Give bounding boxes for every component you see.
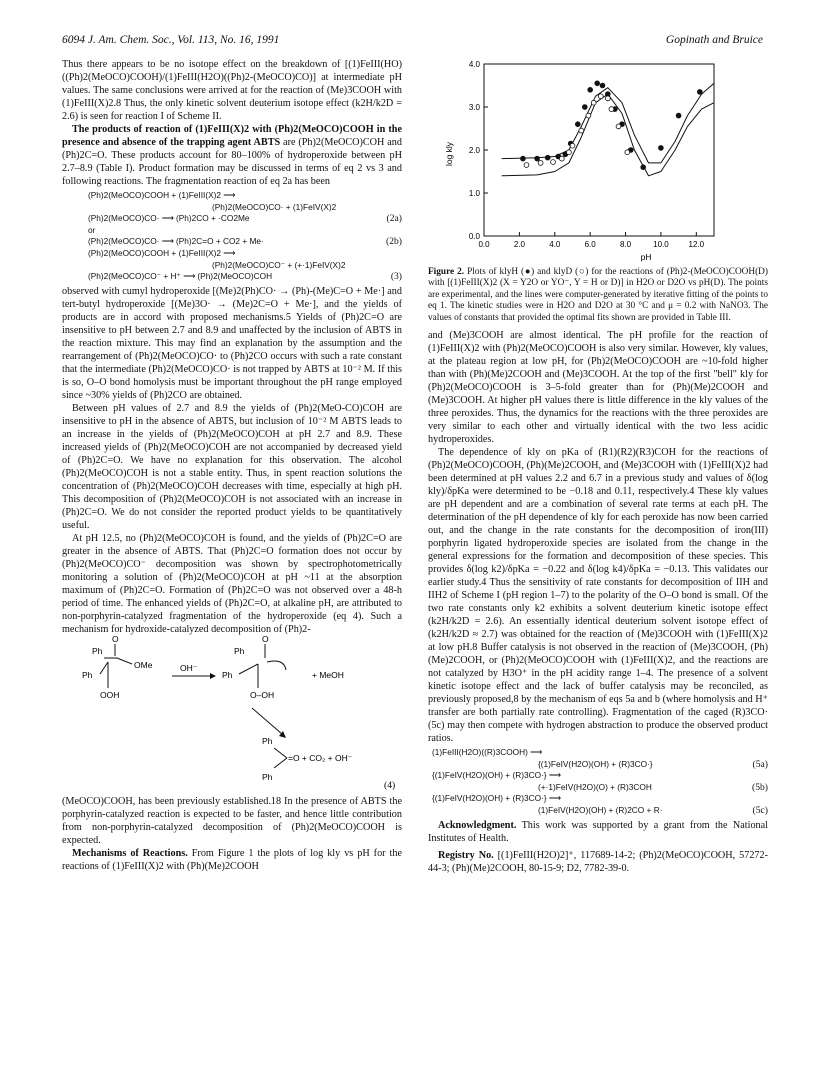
reaction-line <box>428 782 768 794</box>
bond <box>274 748 287 758</box>
y-axis-label: log kly <box>444 141 454 167</box>
reaction-line <box>62 271 402 283</box>
x-tick-label: 10.0 <box>653 240 669 249</box>
paragraph: and (Me)3COOH are almost identical. The pH profile for the reaction of (1)FeIII(X)2 with (Ph)2(MeOCO)COOH is also very similar. However, kly values, at the plateau region at low pH, for (Ph)2(MeOCO)COOH are ~10-fold higher than with (Ph)(Me)2COOH and (Me)3COOH. At the top of the first "bell" kly for (Ph)2(MeOCO)COOH is 3–5-fold greater than for (Ph)(Me)2COOH and (Me)3COOH. At higher pH values there is little difference in the kly values of the three peroxides. Thus, the dynamics for the reactions with the three peroxides are very similar to each other and virtually identical with the two less acidic hydroperoxides. <box>428 330 768 446</box>
struct-label: =O + CO₂ + OH⁻ <box>288 752 353 763</box>
equation-number: (4) <box>384 779 396 791</box>
x-tick-label: 0.0 <box>478 240 490 249</box>
equation-number: (5a) <box>752 758 768 770</box>
data-point-d2o <box>524 163 529 168</box>
fit-curve-2 <box>502 94 714 176</box>
reaction-line <box>428 759 768 771</box>
equation-number: (2a) <box>386 213 402 225</box>
reaction-line <box>62 225 402 237</box>
data-point-h2o <box>535 156 540 161</box>
paragraph: observed with cumyl hydroperoxide [(Me)2(Ph)CO· → (Ph)-(Me)C=O + Me·] and tert-butyl hydroperoxide [(Me)3O· → (Me)2C=O + Me·], and the yields of products are in accord with proposed mechanisms.5 Yields of (Ph)2C=O are insensitive to pH between 2.7 and 8.9 and unaffected by the inclusion of ABTS in the reaction mixture. This may find an explanation by the assumption and the rearrangement of (Ph)2(MeOCO)CO· to (Ph)2CO occurs with such a rate constant that the intermediate (Ph)2(MeOCO)CO· is not trapped by ABTS at 10⁻² M. If this is so, O–O bond homolysis must be important throughout the pH range employed since ~30% yields of (Ph)2CO are obtained. <box>62 285 402 401</box>
data-point-h2o <box>582 105 587 110</box>
equation-number: (5c) <box>752 805 768 816</box>
reaction-text: (+·1)FeIV(H2O)(O) + (R)3COH <box>538 781 652 792</box>
paragraph: At pH 12.5, no (Ph)2(MeOCO)COH is found, and the yields of (Ph)2C=O are greater in the absence of ABTS. That (Ph)2C=O formation does not occur by (Ph)2(MeOCO)CO⁻ decomposition was shown by spectrophotometrically monitoring a solution of (Ph)2(MeOCO)COH at pH ~11 at the absorption maximum of (Ph)2C=O. Formation of (Ph)2C=O was not observed over a 48-h period of time. The enhanced yields of (Ph)2C=O, at alkaline pH, are attributed to non-porphyrin-catalyzed fragmentation of the hydroperoxide (eq 4). Such a mechanism for hydroxide-catalyzed decomposition of (Ph)2- <box>62 532 402 635</box>
y-tick-label: 1.0 <box>468 189 480 198</box>
y-tick-label: 0.0 <box>468 232 480 241</box>
reaction-line <box>62 213 402 225</box>
figure-2 <box>428 58 768 263</box>
struct-label: OOH <box>100 689 120 700</box>
y-tick-label: 3.0 <box>468 103 480 112</box>
struct-label: Ph <box>262 735 273 746</box>
data-point-d2o <box>616 124 621 129</box>
struct-label: Ph <box>234 645 245 656</box>
registry-label: Registry No. <box>438 849 494 861</box>
reaction-scheme-5 <box>428 747 768 817</box>
data-point-d2o <box>625 150 630 155</box>
curved-arrow <box>267 661 286 670</box>
registry-text: [(1)FeIII(H2O)2]⁺, 117689-14-2; (Ph)2(MeOCO)COOH, 57272-44-3; (Ph)(Me)2COOH, 80-15-9; D2, 7782-39-0. <box>428 849 768 874</box>
data-point-h2o <box>600 83 605 88</box>
data-point-d2o <box>586 113 591 118</box>
arrowhead <box>210 673 216 679</box>
x-axis-label: pH <box>640 252 652 262</box>
caption-label: Figure 2. <box>428 267 465 277</box>
data-point-h2o <box>641 165 646 170</box>
reaction-text: (Ph)2(MeOCO)COOH + (1)FeIII(X)2 ⟶ <box>88 190 236 200</box>
mechanism-structure-eq4 <box>62 636 402 791</box>
bond <box>117 658 132 664</box>
reaction-text: (Ph)2(MeOCO)CO· + (1)FeIV(X)2 <box>212 201 337 212</box>
paragraph-text: From Figure 1 the plots of log kly vs pH for the reactions of (1)FeIII(X)2 with (Ph)(Me)2COOH <box>62 847 402 872</box>
reaction-text: (1)FeIV(H2O)(OH) + (R)2CO + R· <box>538 805 663 815</box>
data-point-h2o <box>676 113 681 118</box>
reaction-line <box>428 747 768 759</box>
reaction-line <box>62 260 402 272</box>
authors: Gopinath and Bruice <box>665 34 763 46</box>
reaction-text: {(1)FeIV(H2O)(OH) + (R)3CO·} ⟶ <box>432 770 561 781</box>
struct-label: O–OH <box>250 689 275 700</box>
log-k-vs-ph-chart <box>428 58 768 263</box>
data-point-d2o <box>538 161 543 166</box>
data-point-h2o <box>575 122 580 127</box>
reaction-text: (Ph)2(MeOCO)CO⁻ + H⁺ ⟶ (Ph)2(MeOCO)COH <box>88 271 273 282</box>
journal-citation: 6094 J. Am. Chem. Soc., Vol. 113, No. 16, 1991 <box>62 34 280 46</box>
y-tick-label: 2.0 <box>468 146 480 155</box>
x-tick-label: 6.0 <box>584 240 596 249</box>
equation-number: (5b) <box>752 781 768 793</box>
y-tick-label: 4.0 <box>468 60 480 69</box>
reaction-text: (Ph)2(MeOCO)CO· ⟶ (Ph)2CO + ·CO2Me <box>88 213 250 224</box>
data-point-d2o <box>579 128 584 133</box>
struct-label: OH⁻ <box>180 662 198 673</box>
ack-text: This work was supported by a grant from the National Institutes of Health. <box>428 819 768 844</box>
reaction-line <box>62 202 402 214</box>
reaction-text: (Ph)2(MeOCO)CO⁻ + (+·1)FeIV(X)2 <box>212 259 346 270</box>
data-point-h2o <box>588 87 593 92</box>
x-tick-label: 12.0 <box>688 240 705 249</box>
equation-number: (3) <box>390 271 402 283</box>
struct-label: OMe <box>134 659 153 670</box>
bond <box>100 662 108 674</box>
struct-label: O <box>112 635 119 644</box>
struct-label: Ph <box>262 771 273 782</box>
registry-numbers <box>428 849 768 875</box>
data-point-h2o <box>595 81 600 86</box>
struct-label: Ph <box>92 645 103 656</box>
data-point-d2o <box>605 96 610 101</box>
data-point-h2o <box>697 90 702 95</box>
data-point-h2o <box>521 156 526 161</box>
paragraph <box>62 123 402 188</box>
ack-label: Acknowledgment. <box>438 819 517 831</box>
reaction-line <box>62 236 402 248</box>
paragraph <box>62 847 402 873</box>
x-tick-label: 8.0 <box>619 240 632 249</box>
figure-caption <box>428 267 768 324</box>
bond <box>239 664 258 674</box>
data-point-d2o <box>598 94 603 99</box>
struct-label: Ph <box>82 669 93 680</box>
reaction-line <box>428 770 768 782</box>
struct-label: O <box>262 635 269 644</box>
reaction-text: or <box>88 224 96 235</box>
data-point-h2o <box>659 146 664 151</box>
bold-run-in: The products of reaction of (1)FeIII(X)2 with (Ph)2(MeOCO)COOH in the presence and absence of the trapping agent ABTS <box>62 124 402 148</box>
data-point-d2o <box>551 160 556 165</box>
x-tick-label: 2.0 <box>513 240 525 249</box>
paragraph-text: are (Ph)2(MeOCO)COH and (Ph)2C=O. These products account for 80–100% of hydroperoxide between pH 2.7–8.9 (Table I). Product formation may be discussed in terms of eq 2 vs 3 and following reactions. The fragmentation reaction of eq 2a has been <box>62 137 402 187</box>
struct-label: Ph <box>222 669 233 680</box>
reaction-text: (Ph)2(MeOCO)COOH + (1)FeIII(X)2 ⟶ <box>88 247 236 258</box>
left-column <box>62 58 402 873</box>
data-point-d2o <box>591 100 596 105</box>
reaction-text: (1)FeIII(H2O)((R)3COOH) ⟶ <box>432 747 543 758</box>
reaction-scheme-2-3 <box>62 190 402 283</box>
data-point-d2o <box>570 143 575 148</box>
reaction-text: (Ph)2(MeOCO)CO· ⟶ (Ph)2C=O + CO2 + Me· <box>88 236 264 247</box>
struct-label: + MeOH <box>312 669 344 680</box>
caption-text: Plots of klyH (●) and klyD (○) for the reactions of (Ph)2-(MeOCO)COOH(D) with [(1)FeIII(X)2 (X = Y2O or YO⁻, Y = H or D)] in H2O or D2O vs pH(D). The points are experimental, and the lines were computer-generated by iterative fitting of the points to eq 1. The kinetic studies were in H2O and D2O at 30 °C and μ = 0.2 with NaNO3. The values of constants that provided the optimal fits shown are provided in Table III. <box>428 267 768 323</box>
paragraph: The dependence of kly on pKa of (R1)(R2)(R3)COH for the reactions of (Ph)2(MeOCO)COOH, (Ph)(Me)2COOH, and (Me)3COOH with (1)FeIII(X)2 had been determined at pH values 2.2 and 6.7 in a previous study and values of δ(log kly)/δpKa were determined to be −0.18 and 0.11, respectively.4 These kly values are pH dependent and are a combination of several rate terms at each pH. The determination of the pH dependence of kly for each peroxide has now been carried out, and the change in the rate constants for the decomposition of iron(III) porphyrin ligated hydroperoxide species are isolated from the change in the general expressions for the formation and decomposition of these species. This provides δ(log k2)/δpKa = −0.22 and δ(log k4)/δpKa = −0.13. This validates our earlier study.4 Thus the sensitivity of rate constants for decomposition of IIH and IIH2 of Scheme I (pH region 1–7) to the polarity of the O–O bond is small. Of the two rate constants only k2 exhibits a solvent deuterium kinetic isotope effect (k2H/k2D = 2.6). An essentially identical deuterium solvent isotope effect of (k2H/k2D ≈ 2.7) was obtained for the reaction of (Me)3COOH with (1)FeIII(X)2 at low pH.8 Buffer catalysis is not observed in the reaction of (Me)3COOH, (Ph)(Me)2COOH, or (Ph)2(MeOCO)COOH with (1)FeIII(X)2, and the reactions are not catalyzed by H3O⁺ in the pH acidity range 1–4. The presence of a solvent kinetic isotope effect and the lack of buffer catalysis may be reconciled, as previously proposed,8 by the mechanism of eqs 5a and b (where homolysis and H⁺ transfer are both partially rate controlling). Fragmentation of the caged (R)3CO· (5c) may then compete with hydrogen abstraction to produce the observed product ratios. <box>428 447 768 745</box>
reaction-line <box>62 248 402 260</box>
data-point-d2o <box>609 107 614 112</box>
running-header <box>62 34 763 50</box>
data-point-d2o <box>559 156 564 161</box>
reaction-arrow <box>252 708 282 734</box>
x-tick-label: 4.0 <box>549 240 561 249</box>
reaction-line <box>428 805 768 817</box>
bold-run-in: Mechanisms of Reactions. <box>72 847 188 859</box>
acknowledgment <box>428 819 768 845</box>
bond <box>274 758 287 768</box>
paragraph: Thus there appears to be no isotope effect on the breakdown of [(1)FeIII(HO)((Ph)2(MeOCO)COOH)/(1)FeIII(H2O)((Ph)2-(MeOCO)CO)] at intermediate pH values. The same conclusions were arrived at for the reaction of (Me)3COOH with (1)FeIII(X)2.8 Thus, the only kinetic solvent deuterium isotope effect (k2H/k2D = 2.6) is seen for reaction I of Scheme II. <box>62 59 402 122</box>
reaction-text: {(1)FeIV(H2O)(OH) + (R)3CO·} ⟶ <box>432 793 561 804</box>
reaction-line <box>62 190 402 202</box>
equation-number: (2b) <box>386 236 402 248</box>
reaction-line <box>428 793 768 805</box>
right-column <box>428 58 768 875</box>
data-point-h2o <box>545 155 550 160</box>
paragraph: (MeOCO)COOH, has been previously established.18 In the presence of ABTS the porphyrin-catalyzed reaction is expected to be faster, and hence little contribution from non-porphyrin-catalyzed decomposition of (Ph)2(MeOCO)COOH is expected. <box>62 795 402 846</box>
paragraph: Between pH values of 2.7 and 8.9 the yields of (Ph)2(MeO-CO)COH are insensitive to pH in the absence of ABTS, but inclusion of 10⁻² M ABTS leads to an increase in the yields of (Ph)2(MeOCO)COH at pH 2.7 and 8.9. These increased yields of (Ph)2(MeOCO)COH are not accompanied by decreased yield of (Ph)2C=O. We have no explanation for this observation. The alcohol (Ph)2(MeOCO)COH is not a stable entity. Thus, in spent reaction solutions the concentration of (Ph)2(MeOCO)COH decreases with time, especially at high pH. This decomposition of (Ph)2(MeOCO)COH is not associated with an increase in (Ph)2C=O. We do not consider the reported product yields to be quantitatively useful. <box>62 402 402 531</box>
data-point-d2o <box>567 150 572 155</box>
reaction-text: {(1)FeIV(H2O)(OH) + (R)3CO·} <box>538 758 653 769</box>
plot-frame <box>484 64 714 236</box>
